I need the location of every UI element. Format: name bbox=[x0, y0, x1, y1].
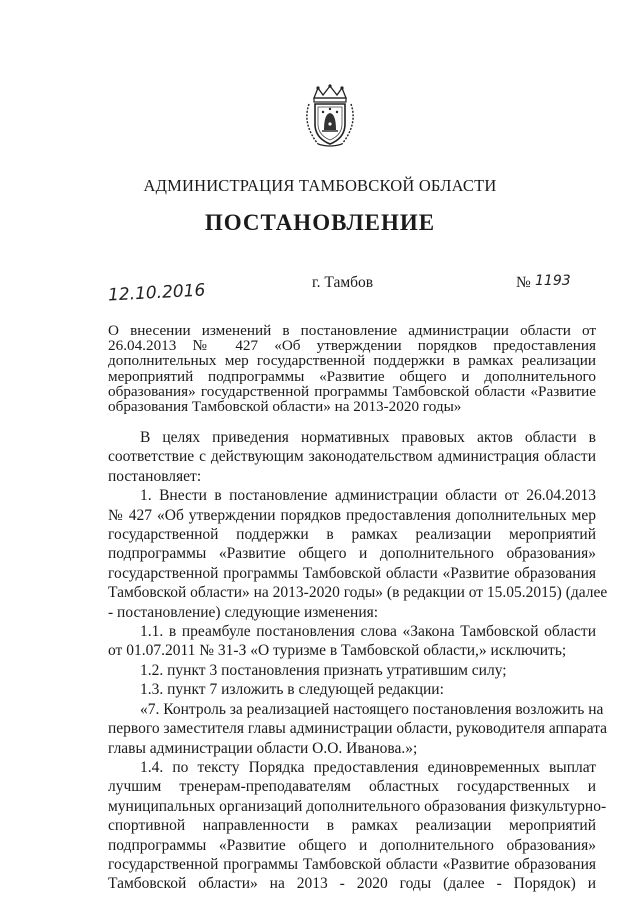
document-number: 1193 bbox=[535, 273, 571, 289]
body-line: 1. Внести в постановление администрации области от 26.04.2013 bbox=[140, 487, 596, 505]
body-line: 1.3. пункт 7 изложить в следующей редакции: bbox=[140, 681, 444, 699]
body-line: лучшим тренерам-преподавателям областных государственных и bbox=[108, 778, 596, 796]
body-line: Тамбовской области» на 2013-2020 годы» (в редакции от 15.05.2015) (далее bbox=[108, 584, 608, 602]
body-line: государственной поддержки в рамках реализации мероприятий bbox=[108, 526, 596, 544]
subject-line: образования» государственной программы Тамбовской области «Развитие bbox=[108, 382, 596, 400]
body-line: постановляет: bbox=[108, 467, 202, 485]
body-line: 1.4. по тексту Порядка предоставления единовременных выплат bbox=[140, 758, 596, 776]
document-body bbox=[108, 428, 608, 894]
body-line: № 427 «Об утверждении порядков предоставления дополнительных мер bbox=[108, 506, 596, 524]
body-line: от 01.07.2011 № 31-З «О туризме в Тамбовской области,» исключить; bbox=[108, 642, 567, 660]
body-line: главы администрации области О.О. Иванова.»; bbox=[108, 739, 418, 757]
subject-line: образования Тамбовской области» на 2013-2020 годы» bbox=[108, 398, 462, 416]
document-date: 12.10.2016 bbox=[107, 280, 206, 306]
subject-line: дополнительных мер государственной поддержки в рамках реализации bbox=[108, 352, 596, 370]
body-line: 1.1. в преамбуле постановления слова «Закона Тамбовской области bbox=[140, 623, 596, 641]
subject-line: мероприятий подпрограммы «Развитие общего и дополнительного bbox=[108, 367, 596, 385]
body-line: соответствие с действующим законодательством администрация области bbox=[108, 448, 596, 466]
subject-line: 26.04.2013 № 427 «Об утверждении порядков предоставления bbox=[108, 337, 596, 355]
document-subject bbox=[108, 323, 596, 414]
body-line: государственной программы Тамбовской области «Развитие образования bbox=[108, 564, 596, 582]
body-line: 1.2. пункт 3 постановления признать утратившим силу; bbox=[140, 661, 507, 679]
body-line: государственной программы Тамбовской области «Развитие образования bbox=[108, 855, 596, 873]
body-line: В целях приведения нормативных правовых актов области в bbox=[140, 429, 596, 446]
body-line: подпрограммы «Развитие общего и дополнительного образования» bbox=[108, 545, 596, 563]
organization-name: АДМИНИСТРАЦИЯ ТАМБОВСКОЙ ОБЛАСТИ bbox=[143, 176, 497, 195]
document-type-title: ПОСТАНОВЛЕНИЕ bbox=[204, 210, 436, 235]
body-line: «7. Контроль за реализацией настоящего постановления возложить на bbox=[140, 700, 604, 718]
body-line: Тамбовской области» на 2013 - 2020 годы (далее - Порядок) и bbox=[108, 875, 596, 893]
tambov-coat-of-arms-icon bbox=[300, 84, 360, 148]
document-number-label: № bbox=[516, 274, 531, 291]
document-meta-row bbox=[0, 269, 640, 306]
body-line: первого заместителя главы администрации области, руководителя аппарата bbox=[108, 720, 608, 738]
body-line: - постановление) следующие изменения: bbox=[108, 603, 379, 621]
body-line: спортивной направленности в рамках реализации мероприятий bbox=[108, 817, 596, 835]
body-line: подпрограммы «Развитие общего и дополнительного образования» bbox=[108, 836, 596, 854]
document-city: г. Тамбов bbox=[312, 274, 374, 291]
body-line: муниципальных организаций дополнительного образования физкультурно- bbox=[108, 797, 607, 815]
subject-line: О внесении изменений в постановление администрации области от bbox=[108, 322, 596, 339]
